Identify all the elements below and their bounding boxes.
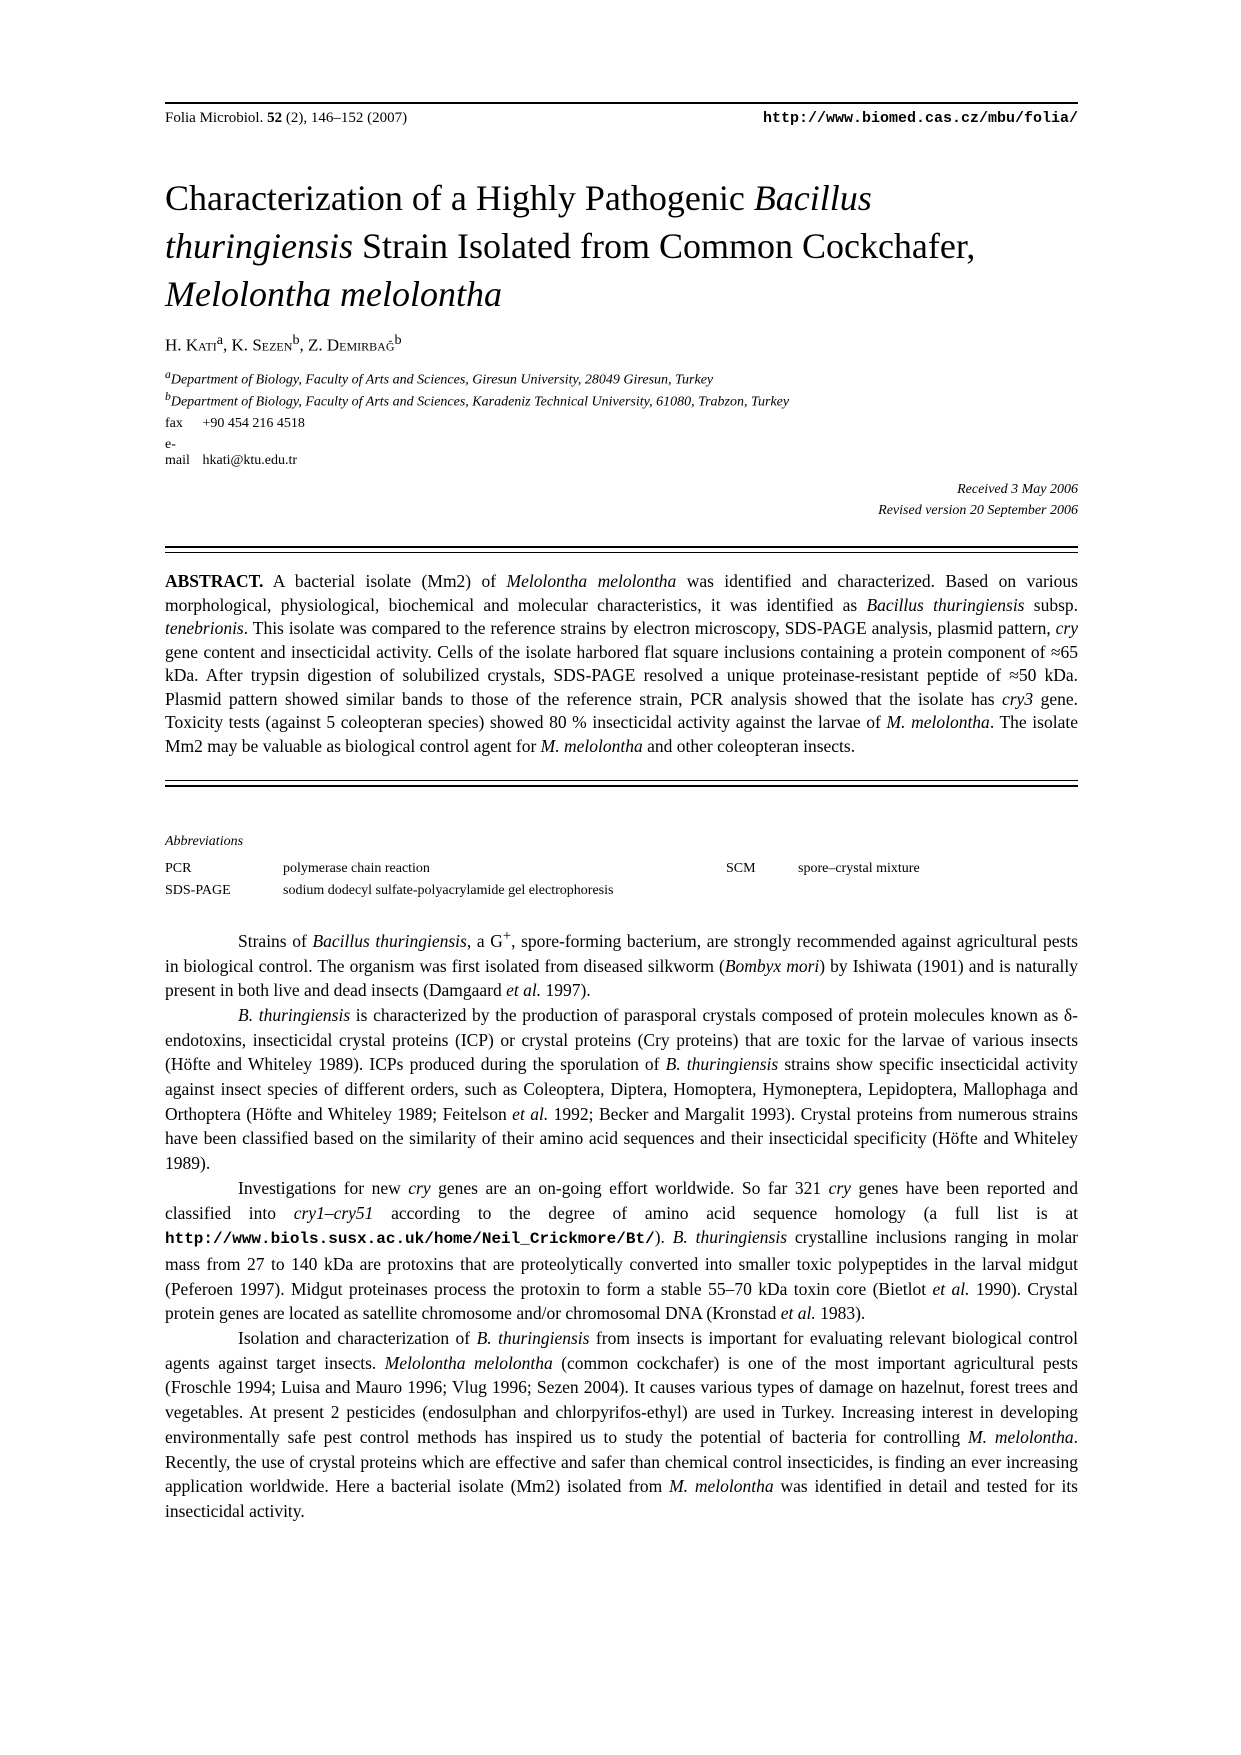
abstract-top-rule-inner <box>165 552 1078 553</box>
author-3-sup: b <box>394 332 402 348</box>
text: genes have been reported and classified into <box>165 1177 1078 1223</box>
text: 1992; Becker and Margalit 1993). Crystal proteins from numerous strains have been classified based on the similarity of their amino acid sequences and their insecticidal specificity (Höfte and Whiteley 1989). <box>165 1103 1078 1174</box>
body-paragraph-1 <box>165 924 1078 1003</box>
italic: et al. <box>932 1278 970 1299</box>
text: ) by Ishiwata (1901) and is naturally present in both live and dead insects (Damgaard <box>165 955 1078 1001</box>
email-label: e-mail <box>165 437 190 468</box>
author-2-name: Sezen <box>252 335 293 355</box>
affiliation-b <box>165 390 1075 411</box>
abstract <box>165 570 1078 758</box>
text: , a G <box>466 930 503 951</box>
abstract-italic: Bacillus thuringiensis <box>866 594 1025 615</box>
italic: et al. <box>512 1103 549 1124</box>
abstract-top-rule <box>165 546 1078 548</box>
revised-date: Revised version 20 September 2006 <box>878 503 1078 518</box>
text: 1983). <box>815 1303 866 1324</box>
abstract-italic: cry3 <box>1001 688 1034 709</box>
italic: Melolontha melolontha <box>384 1352 553 1373</box>
abstract-text: A bacterial isolate (Mm2) of <box>263 571 507 591</box>
text: Isolation and characterization of <box>238 1328 477 1349</box>
text: genes are an on-going effort worldwide. So far 321 <box>430 1177 829 1198</box>
text: crystalline inclusions ranging in molar mass from 27 to 140 kDa are protoxins that are proteolytically converted into smaller toxic polypeptides in the larval midgut (Peferoen 1997). Midgut proteinases process the protoxin to form a stable 55–70 kDa toxin core (Bietlot <box>165 1227 1078 1299</box>
abstract-italic: M. melolontha <box>540 735 643 756</box>
abstract-text: gene content and insecticidal activity. Cells of the isolate harbored flat square inclusions containing a protein component of ≈65 kDa. After trypsin digestion of solubilized crystals, SDS-PAGE resolved a unique proteinase-resistant peptide of ≈50 kDa. Plasmid pattern showed similar bands to those of the reference strain, PCR analysis showed that the isolate has <box>165 641 1078 709</box>
text: 1997). <box>541 980 591 1001</box>
affiliation-b-text: Department of Biology, Faculty of Arts and Sciences, Karadeniz Technical University, 61080, Trabzon, Turkey <box>170 394 790 410</box>
text: , spore-forming bacterium, are strongly recommended against agricultural pests in biological control. The organism was first isolated from diseased silkworm ( <box>165 930 1078 976</box>
text: Strains of <box>238 930 313 951</box>
title-host: Melolontha melolontha <box>165 274 502 314</box>
text: strains show specific insecticidal activity against insect species of different orders, such as Coleoptera, Diptera, Homoptera, Hymoneptera, Lepidoptera, Mallophaga and Orthoptera (Höfte and Whiteley 1989; Feitelson <box>165 1054 1078 1124</box>
author-2-sup: b <box>292 332 300 348</box>
abstract-text: gene. Toxicity tests (against 5 coleopteran species) showed 80 % insecticidal activity against the larvae of <box>165 688 1078 732</box>
italic: Bacillus thuringiensis <box>312 930 467 951</box>
abbr-def: spore–crystal mixture <box>798 861 920 876</box>
abstract-bottom-rule-inner <box>165 780 1078 781</box>
crickmore-url-link[interactable]: http://www.biols.susx.ac.uk/home/Neil_Crickmore/Bt/ <box>165 1230 655 1249</box>
affiliation-a-text: Department of Biology, Faculty of Arts and Sciences, Giresun University, 28049 Giresun, Turkey <box>170 372 714 388</box>
italic: cry <box>828 1177 851 1198</box>
superscript: + <box>502 928 512 944</box>
abbr-term: SDS-PAGE <box>165 883 231 898</box>
article-title <box>165 174 1065 318</box>
text: (common cockchafer) is one of the most important agricultural pests (Froschle 1994; Luisa and Mauro 1996; Vlug 1996; Sezen 2004). It causes various types of damage on hazelnut, forest trees and vegetables. At present 2 pesticides (endosulphan and chlorpyrifos-ethyl) are used in Turkey. Increasing interest in developing environmentally safe pest control methods has inspired us to study the potential of bacteria for controlling <box>165 1352 1078 1447</box>
body-paragraph-4 <box>165 1326 1078 1524</box>
text: according to the degree of amino acid sequence homology (a full list is at <box>373 1202 1079 1223</box>
abstract-bottom-rule <box>165 785 1078 787</box>
abbr-term: SCM <box>726 861 756 876</box>
author-1-initial: H. <box>165 335 186 355</box>
abstract-text: was identified and characterized. Based on various morphological, physiological, biochemical and molecular characteristics, it was identified as <box>165 571 1078 615</box>
italic: B. thuringiensis <box>665 1054 779 1075</box>
text: was identified in detail and tested for its insecticidal activity. <box>165 1476 1078 1521</box>
abstract-text: . This isolate was compared to the reference strains by electron microscopy, SDS-PAGE analysis, plasmid pattern, <box>243 618 1056 638</box>
fax-value: +90 454 216 4518 <box>202 416 305 431</box>
affiliation-a-sup: a <box>165 368 171 381</box>
italic: et al. <box>780 1303 816 1324</box>
abbr-def: sodium dodecyl sulfate-polyacrylamide gel electrophoresis <box>283 883 614 898</box>
italic: et al. <box>506 980 542 1001</box>
abstract-text: . The isolate Mm2 may be valuable as biological control agent for <box>165 712 1078 756</box>
author-list: H. Kati$^a$, K. Sezen$^b$, Z. Demirbağ$^b$ <box>165 332 402 355</box>
fax-label: fax <box>165 416 183 431</box>
abstract-label: ABSTRACT. <box>165 571 264 591</box>
fax-line <box>165 416 305 432</box>
italic: cry <box>408 1177 431 1198</box>
text: is characterized by the production of parasporal crystals composed of protein molecules known as δ-endotoxins, insecticidal crystal proteins (ICP) or crystal proteins (Cry proteins) that are toxic for the larvae of various insects (Höfte and Whiteley 1989). ICPs produced during the sporulation of <box>165 1004 1078 1075</box>
abbreviations-title: Abbreviations <box>165 834 244 849</box>
journal-url[interactable]: http://www.biomed.cas.cz/mbu/folia/ <box>762 110 1078 127</box>
abstract-text: and other coleopteran insects. <box>642 735 856 756</box>
title-species: Bacillus thuringiensis <box>165 178 872 266</box>
italic: B. thuringiensis <box>476 1328 590 1349</box>
journal-issue: (2), 146–152 (2007) <box>282 110 408 126</box>
author-2-initial: K. <box>231 335 253 355</box>
text: 1990). Crystal protein genes are located as satellite chromosome and/or chromosomal DNA (Kronstad <box>165 1278 1078 1324</box>
author-1-name: Kati <box>185 335 217 355</box>
abbr-def: polymerase chain reaction <box>283 861 430 876</box>
received-date: Received 3 May 2006 <box>957 482 1078 497</box>
italic: M. melolontha <box>669 1476 774 1497</box>
italic: Bombyx mori <box>724 955 820 976</box>
abstract-italic: Melolontha melolontha <box>506 571 677 591</box>
abstract-italic: M. melolontha <box>886 712 990 732</box>
abstract-text: subsp. <box>1024 594 1079 615</box>
author-3-initial: Z. <box>308 335 327 355</box>
italic: M. melolontha <box>968 1426 1074 1447</box>
italic: B. thuringiensis <box>238 1004 351 1025</box>
author-3-name: Demirbağ <box>326 335 395 355</box>
text: Investigations for new <box>238 1177 409 1198</box>
body-text <box>165 924 1078 1524</box>
affiliation-b-sup: b <box>165 390 171 403</box>
text: from insects is important for evaluating relevant biological control agents against target insects. <box>165 1328 1079 1373</box>
author-1-sup: a <box>216 332 224 348</box>
header-rule <box>165 102 1078 104</box>
text: ). <box>654 1227 673 1248</box>
affiliation-a <box>165 368 1075 389</box>
abbr-term: PCR <box>165 861 192 876</box>
body-paragraph-3 <box>165 1176 1078 1326</box>
abstract-italic: cry <box>1055 618 1078 638</box>
journal-citation <box>165 110 407 127</box>
text: . Recently, the use of crystal proteins which are effective and safer than chemical control insecticides, is finding an ever increasing application worldwide. Here a bacterial isolate (Mm2) isolated from <box>165 1426 1078 1497</box>
italic: cry1–cry51 <box>293 1202 374 1223</box>
title-part1: Characterization of a Highly Pathogenic <box>165 178 754 218</box>
journal-volume: 52 <box>267 110 283 126</box>
email-value[interactable]: hkati@ktu.edu.tr <box>202 453 298 468</box>
title-part2: Strain Isolated from Common Cockchafer, <box>353 226 976 266</box>
italic: B. thuringiensis <box>672 1227 788 1248</box>
body-paragraph-2 <box>165 1003 1078 1176</box>
journal-name: Folia Microbiol. <box>165 110 268 126</box>
email-line <box>165 437 297 469</box>
abstract-italic: tenebrionis <box>165 618 244 638</box>
